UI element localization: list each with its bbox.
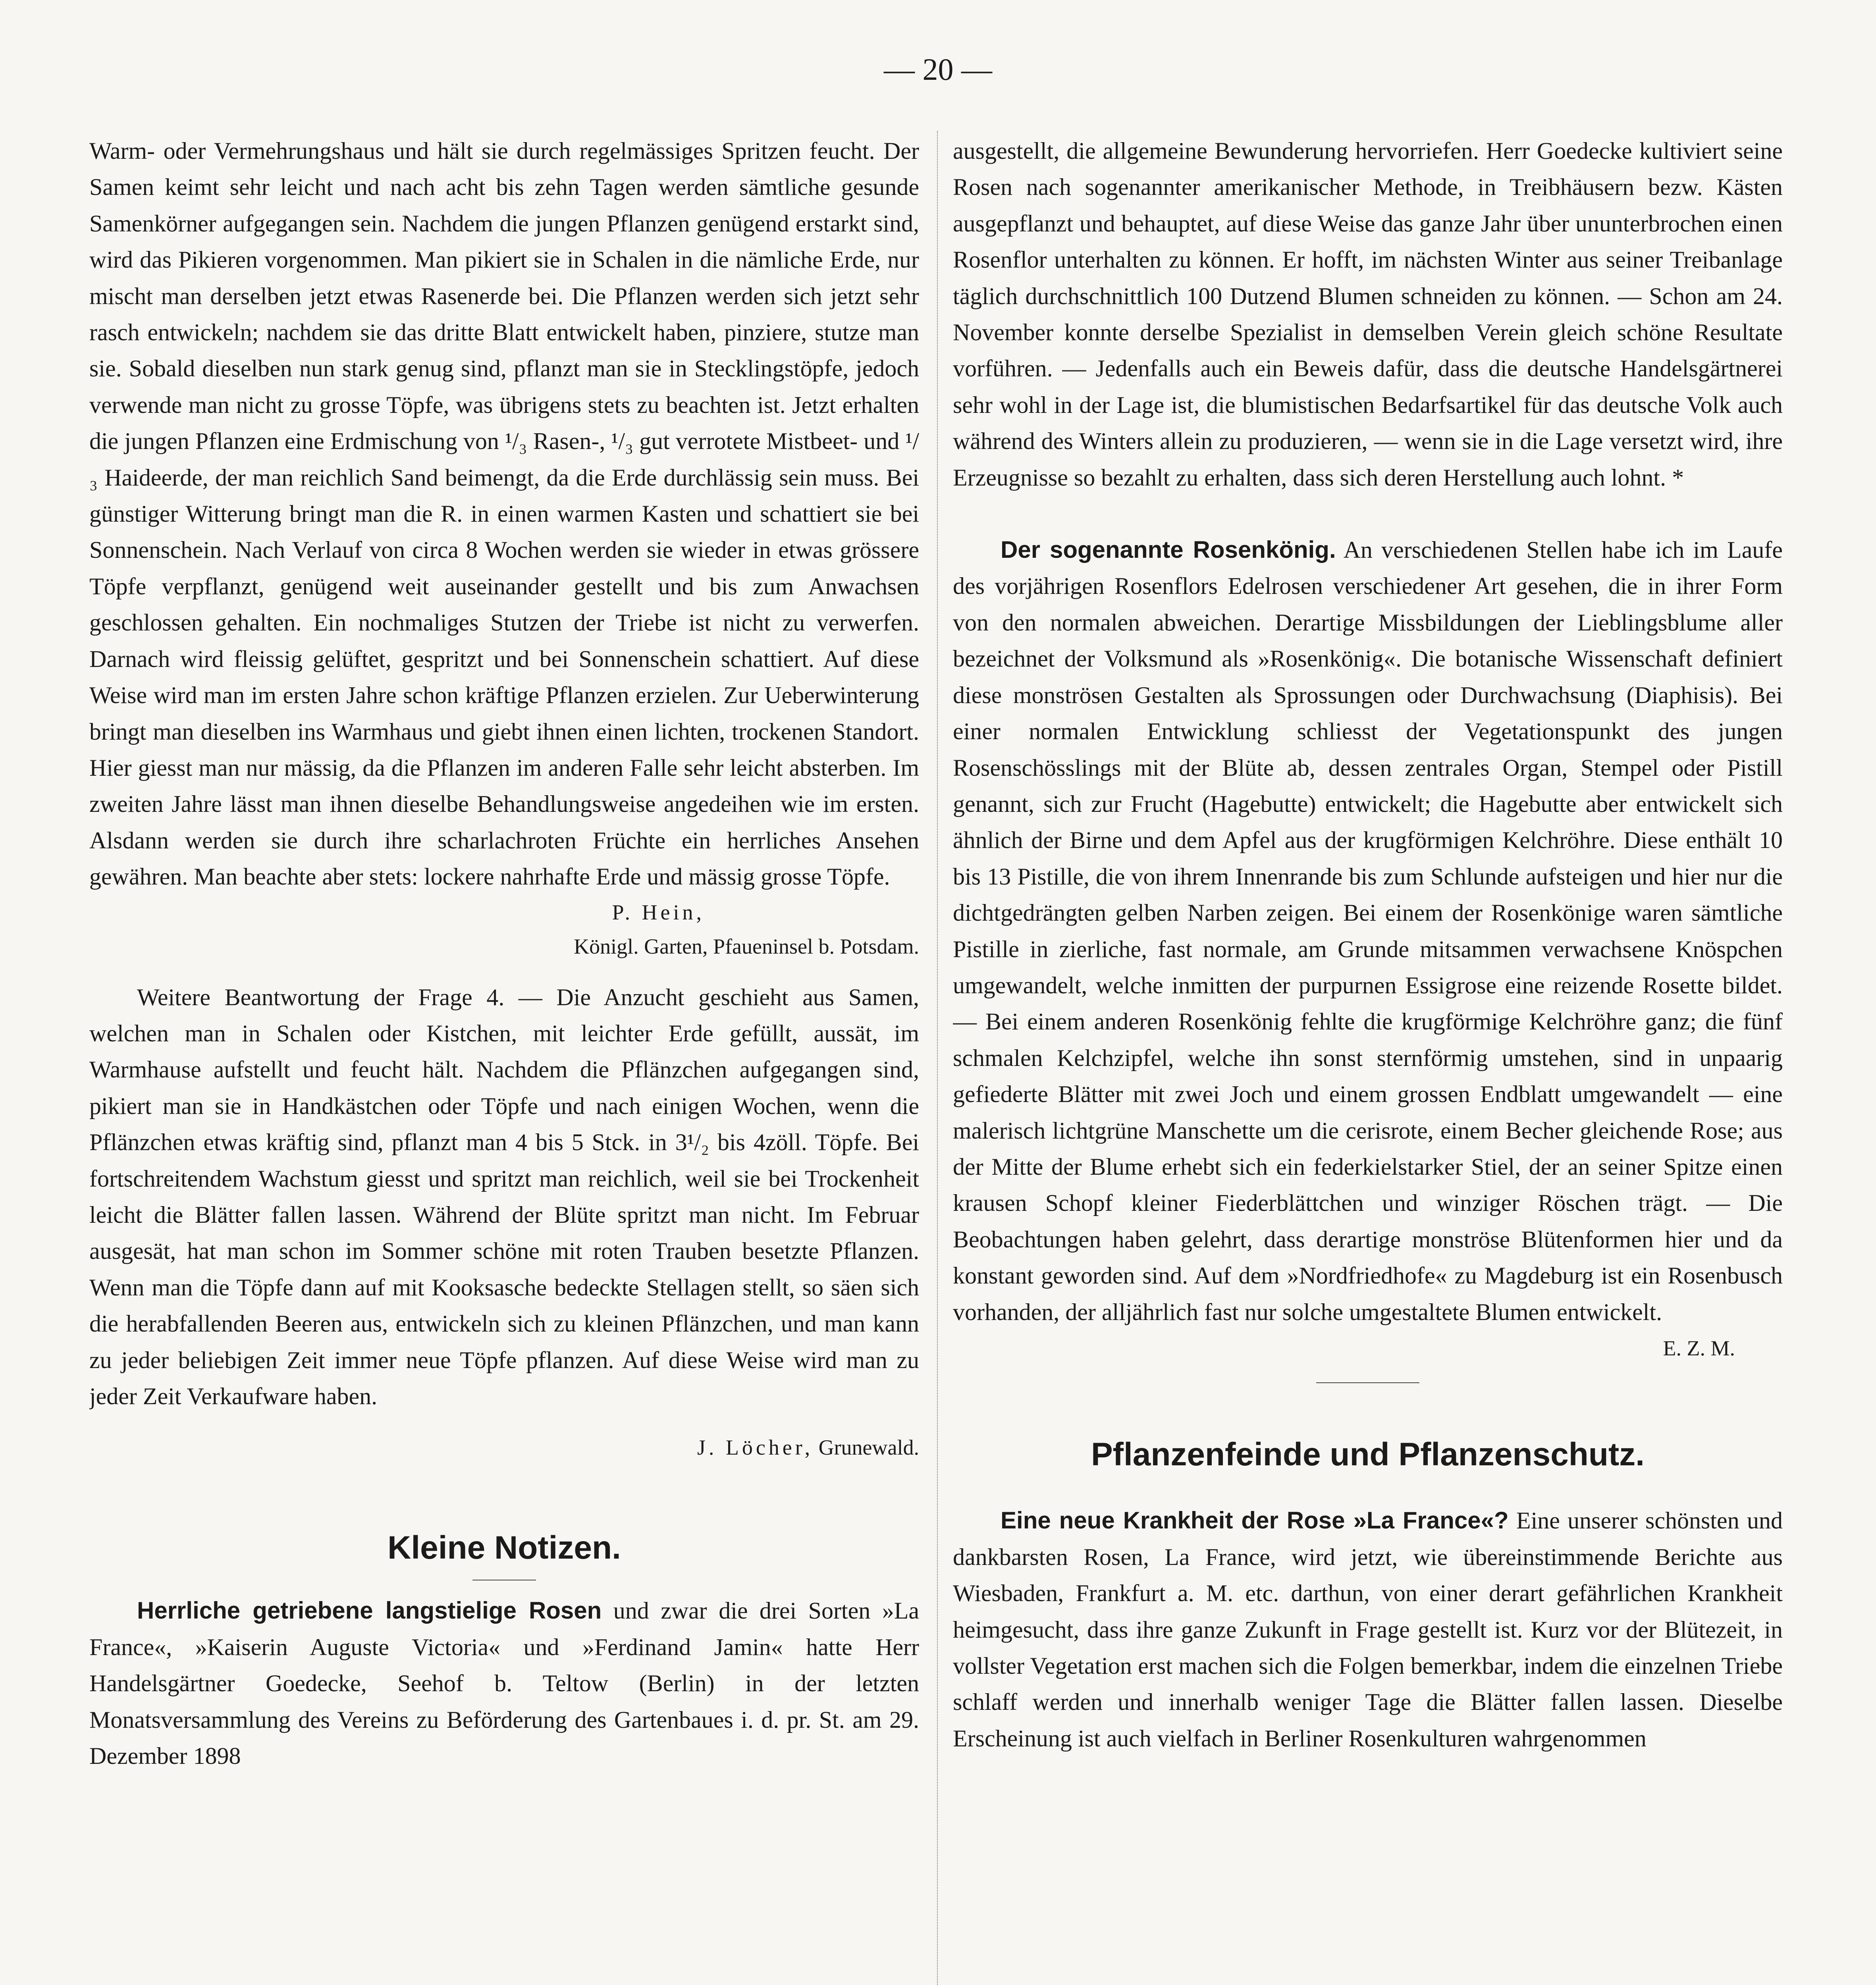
notice-paragraph (89, 1592, 919, 1774)
article-paragraph: Weitere Beantwortung der Frage 4. — Die Anzucht geschieht aus Samen, welchen man in Schalen oder Kistchen, mit leichter Erde gefüllt, aussät, im Warmhause aufstellt und feucht hält. Nachdem die Pflänzchen aufgegangen sind, pikiert man sie in Handkästchen oder Töpfe und nach einigen Wochen, wenn die Pflänzchen etwas kräftig sind, pflanzt man 4 bis 5 Stck. in 3¹/₂ bis 4zöll. Töpfe. Bei fortschreitendem Wachstum giesst und spritzt man reichlich, weil sie bei Trockenheit leicht die Blätter fallen lassen. Während der Blüte spritzt man nicht. Im Februar ausgesät, hat man schon im Sommer schöne mit roten Trauben besetzte Pflanzen. Wenn man die Töpfe dann auf mit Kooksasche bedeckte Stellagen stellt, so säen sich die herabfallenden Beeren aus, entwickeln sich zu kleinen Pflänzchen, und man kann zu jeder beliebigen Zeit immer neue Töpfe pflanzen. Auf diese Weise wird man zu jeder Zeit Verkaufware haben. (89, 984, 919, 1409)
spacer (89, 1415, 919, 1430)
left-column (89, 133, 919, 1985)
article-paragraph (953, 1502, 1783, 1757)
separator (1316, 1382, 1419, 1383)
spacer (89, 1465, 919, 1528)
article-paragraph: Warm- oder Vermehrungshaus und hält sie durch regelmässiges Spritzen feucht. Der Samen keimt sehr leicht und nach acht bis zehn Tagen werden sämtliche gesunde Samenkörner aufgegangen sein. Nachdem die jungen Pflanzen genügend erstarkt sind, wird das Pikieren vorgenommen. Man pikiert sie in Schalen in die nämliche Erde, nur mischt man derselben jetzt etwas Rasenerde bei. Die Pflanzen werden sich jetzt sehr rasch entwickeln; nachdem sie das dritte Blatt entwickelt haben, pinziere, stutze man sie. Sobald dieselben nun stark genug sind, pflanzt man sie in Stecklingstöpfe, jedoch verwende man nicht zu grosse Töpfe, was übrigens stets zu beachten ist. Jetzt erhalten die jungen Pflanzen eine Erdmischung von ¹/₃ Rasen-, ¹/₃ gut verrotete Mistbeet- und ¹/₃ Haideerde, der man reichlich Sand beimengt, da die Erde durchlässig sein muss. Bei günstiger Witterung bringt man die R. in einen warmen Kasten und schattiert sie bei Sonnenschein. Nach Verlauf von circa 8 Wochen werden sie wieder in etwas grössere Töpfe verpflanzt, genügend weit auseinander gestellt und bis zum Anwachsen geschlossen gehalten. Ein nochmaliges Stutzen der Triebe ist nicht zu verwerfen. Darnach wird fleissig gelüftet, gespritzt und bei Sonnenschein schattiert. Auf diese Weise wird man im ersten Jahre schon kräftige Pflanzen erzielen. Zur Ueberwinterung bringt man dieselben ins Warmhaus und giebt ihnen einen lichten, trockenen Standort. Hier giesst man nur mässig, da die Pflanzen im anderen Falle sehr leicht absterben. Im zweiten Jahre lässt man ihnen dieselbe Behandlungsweise angedeihen wie im ersten. Alsdann werden sie durch ihre scharlachroten Früchte ein herrliches Ansehen gewähren. Man beachte aber stets: lockere nahrhafte Erde und mässig grosse Töpfe. (89, 138, 919, 890)
author-place: Grunewald. (818, 1436, 919, 1460)
article-paragraph: ausgestellt, die allgemeine Bewunderung hervorriefen. Herr Goedecke kultiviert seine Rosen nach sogenannter amerikanischer Methode, in Treibhäusern bezw. Kästen ausgepflanzt und behauptet, auf diese Weise das ganze Jahr über ununterbrochen einen Rosenflor unterhalten zu können. Er hofft, im nächsten Winter aus seiner Treibanlage täglich durchschnittlich 100 Dutzend Blumen schneiden zu können. — Schon am 24. November konnte derselbe Spezialist in demselben Verein gleich schöne Resultate vorführen. — Jedenfalls auch ein Beweis dafür, dass die deutsche Handelsgärtnerei sehr wohl in der Lage ist, die blumistischen Bedarfsartikel für das deutsche Volk auch während des Winters allein zu produzieren, — wenn sie in die Lage versetzt wird, ihre Erzeugnisse so bezahlt zu erhalten, dass sich deren Herstellung auch lohnt. * (953, 138, 1783, 491)
author-place: Königl. Garten, Pfaueninsel b. Potsdam. (574, 934, 919, 958)
article-text: An verschiedenen Stellen habe ich im Laufe des vorjährigen Rosenflors Edelrosen verschiedener Art gesehen, die in ihrer Form von den normalen abweichen. Derartige Missbildungen der Lieblingsblume aller bezeichnet der Volksmund als »Rosenkönig«. Die botanische Wissenschaft definiert diese monströsen Gestalten als Sprossungen oder Durchwachsung (Diaphisis). Bei einer normalen Entwicklung schliesst der Vegetationspunkt des jungen Rosenschösslings mit der Blüte ab, dessen zentrales Organ, Stempel oder Pistill genannt, sich zur Frucht (Hagebutte) entwickelt; die Hagebutte aber entwickelt sich ähnlich der Birne und dem Apfel aus der krugförmigen Kelchröhre. Diese enthält 10 bis 13 Pistille, die von ihrem Innenrande bis zum Schlunde aufsteigen und hier nur die dichtgedrängten gelben Narben zeigen. Bei einem der Rosenkönige waren sämtliche Pistille in zierliche, fast normale, am Grunde mitsammen verwachsene Knöspchen umgewandelt, welche inmitten der purpurnen Essigrose eine reizende Rosette bildet. — Bei einem anderen Rosenkönig fehlte die krugförmige Kelchröhre ganz; die fünf schmalen Kelchzipfel, welche ihn sonst sternförmig umstehen, sind in unpaarig gefiederte Blätter mit zwei Joch und einem grossen Endblatt umgewandelt — eine malerisch lichtgrüne Manschette um die cerisrote, einem Becher gleichende Rose; aus der Mitte der Blume erhebt sich ein federkielstarker Stiel, der an seiner Spitze einen krausen Schopf kleiner Fiederblättchen und winziger Röschen trägt. — Die Beobachtungen haben gelehrt, dass derartige monströse Blütenformen hier und da konstant geworden sind. Auf dem »Nordfriedhofe« zu Magdeburg ist ein Rosenbusch vorhanden, der alljährlich fast nur solche umgestaltete Blumen entwickelt. (953, 537, 1783, 1325)
spacer (89, 964, 919, 979)
page-number: — 20 — (884, 52, 992, 87)
article-text: Eine unserer schönsten und dankbarsten Rosen, La France, wird jetzt, wie übereinstimmende Berichte aus Wiesbaden, Frankfurt a. M. etc. darthun, von einer derart gefährlichen Krankheit heimgesucht, dass ihre ganze Zukunft in Frage gestellt ist. Kurz vor der Blütezeit, in vollster Vegetation erst machen sich die Folgen bemerkbar, indem die einzelnen Triebe schlaff werden und innerhalb weniger Tage die Blätter fallen lassen. Dieselbe Erscheinung ist auch vielfach in Berliner Rosenkulturen wahrgenommen (953, 1507, 1783, 1752)
article-heading: Eine neue Krankheit der Rose »La France«? (1001, 1507, 1509, 1534)
spacer (953, 1399, 1783, 1435)
author-name: P. Hein, (612, 900, 705, 924)
author-signature (89, 1430, 919, 1465)
column-divider (937, 131, 938, 1985)
author-name: J. Löcher, (697, 1436, 814, 1460)
spacer (953, 496, 1783, 532)
notice-heading: Herrliche getriebene langstielige Rosen (137, 1597, 602, 1624)
section-title: Kleine Notizen. (388, 1530, 621, 1566)
notice-text: und zwar die drei Sorten »La France«, »Kaiserin Auguste Victoria« und »Ferdinand Jamin« hatte Herr Handelsgärtner Goedecke, Seehof b. Teltow (Berlin) in der letzten Monatsversammlung des Vereins zu Beförderung des Gartenbaues i. d. pr. St. am 29. Dezember 1898 (89, 1598, 919, 1769)
right-column (953, 133, 1783, 1985)
spacer (953, 1474, 1783, 1502)
author-signature: E. Z. M. (1663, 1336, 1735, 1360)
article-paragraph (953, 532, 1783, 1330)
article-heading: Der sogenannte Rosenkönig. (1001, 536, 1336, 563)
section-title: Pflanzenfeinde und Pflanzenschutz. (1091, 1436, 1645, 1473)
